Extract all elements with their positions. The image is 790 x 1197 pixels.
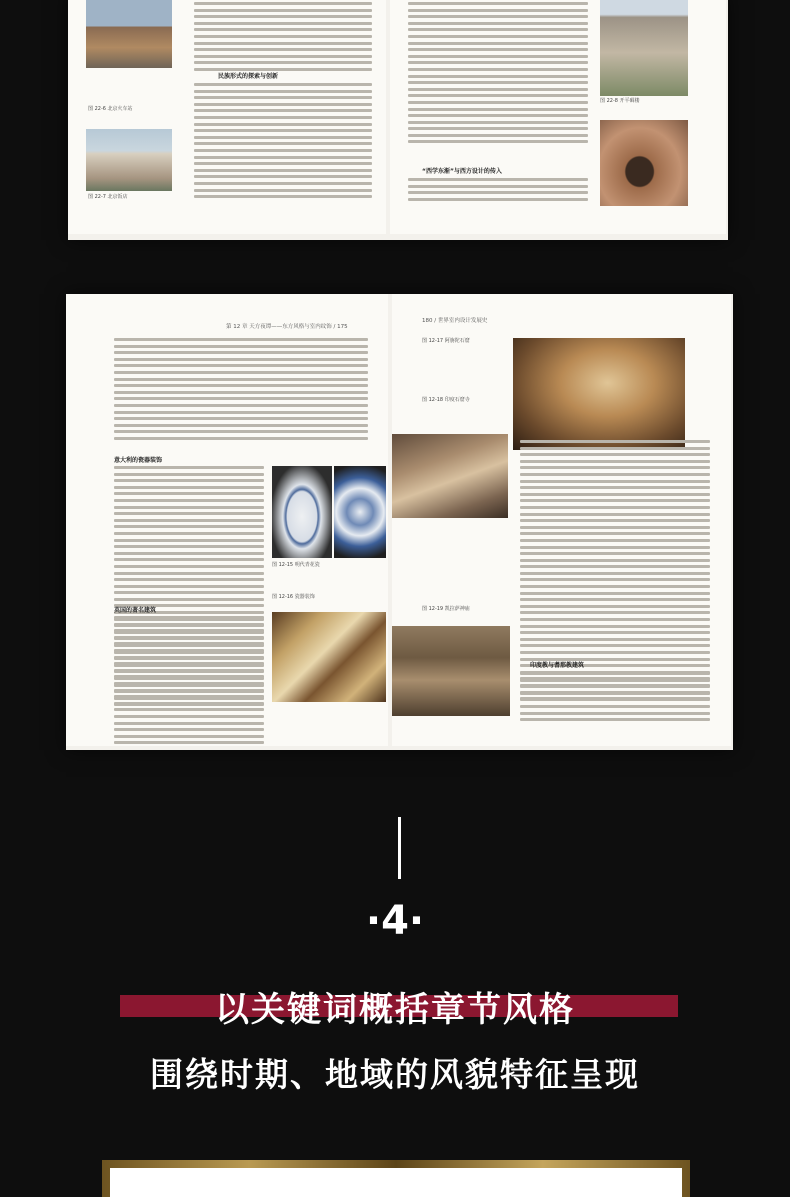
page-header: 180 / 世界室内设计发展史 xyxy=(422,318,488,324)
book-spread-main xyxy=(66,294,733,750)
photo-caption: 图 22-7 北京饭店 xyxy=(88,194,128,200)
kailasa-temple-photo xyxy=(392,626,510,716)
vertical-divider xyxy=(398,817,401,879)
hotel-photo xyxy=(86,129,172,191)
cave-temple-interior-photo xyxy=(513,338,685,450)
subheading: 印度教与耆那教建筑 xyxy=(530,662,585,669)
section-number: ·4· xyxy=(365,898,425,944)
photo-caption: 图 12-16 瓷器装饰 xyxy=(272,594,315,600)
right-page-top xyxy=(390,0,726,234)
railway-station-photo xyxy=(86,0,172,68)
subheading: 英国的著名建筑 xyxy=(114,607,157,614)
next-panel-frame xyxy=(102,1160,690,1197)
photo-caption: 图 12-18 印度石窟寺 xyxy=(422,397,470,403)
photo-caption: 图 22-8 开平碉楼 xyxy=(600,98,640,104)
section-heading: 民族形式的探索与创新 xyxy=(218,73,279,80)
archway-photo xyxy=(600,120,688,206)
porcelain-vase-photo xyxy=(272,466,332,558)
diaolou-tower-photo xyxy=(600,0,688,96)
right-page xyxy=(392,294,731,746)
rock-cut-temple-photo xyxy=(392,434,508,518)
section-subtitle: 围绕时期、地域的风貌特征呈现 xyxy=(150,1055,640,1094)
section-title: 以关键词概括章节风格 xyxy=(215,990,575,1030)
porcelain-room-photo xyxy=(272,612,386,702)
photo-caption: 图 12-19 凯拉萨神庙 xyxy=(422,606,470,612)
left-page-top xyxy=(68,0,386,234)
photo-caption: 图 12-15 明代青花瓷 xyxy=(272,562,320,568)
porcelain-plate-photo xyxy=(334,466,386,558)
section-heading: “西学东渐”与西方设计的传入 xyxy=(422,168,502,175)
next-panel xyxy=(110,1168,682,1197)
photo-caption: 图 12-17 阿旃陀石窟 xyxy=(422,338,470,344)
page-header: 第 12 章 天方夜谭——东方风格与室内纹饰 / 175 xyxy=(226,324,348,330)
book-spread-top xyxy=(68,0,728,240)
left-page xyxy=(66,294,388,746)
photo-caption: 图 22-6 北京火车站 xyxy=(88,106,133,112)
subheading: 意大利的瓷器装饰 xyxy=(114,457,163,464)
